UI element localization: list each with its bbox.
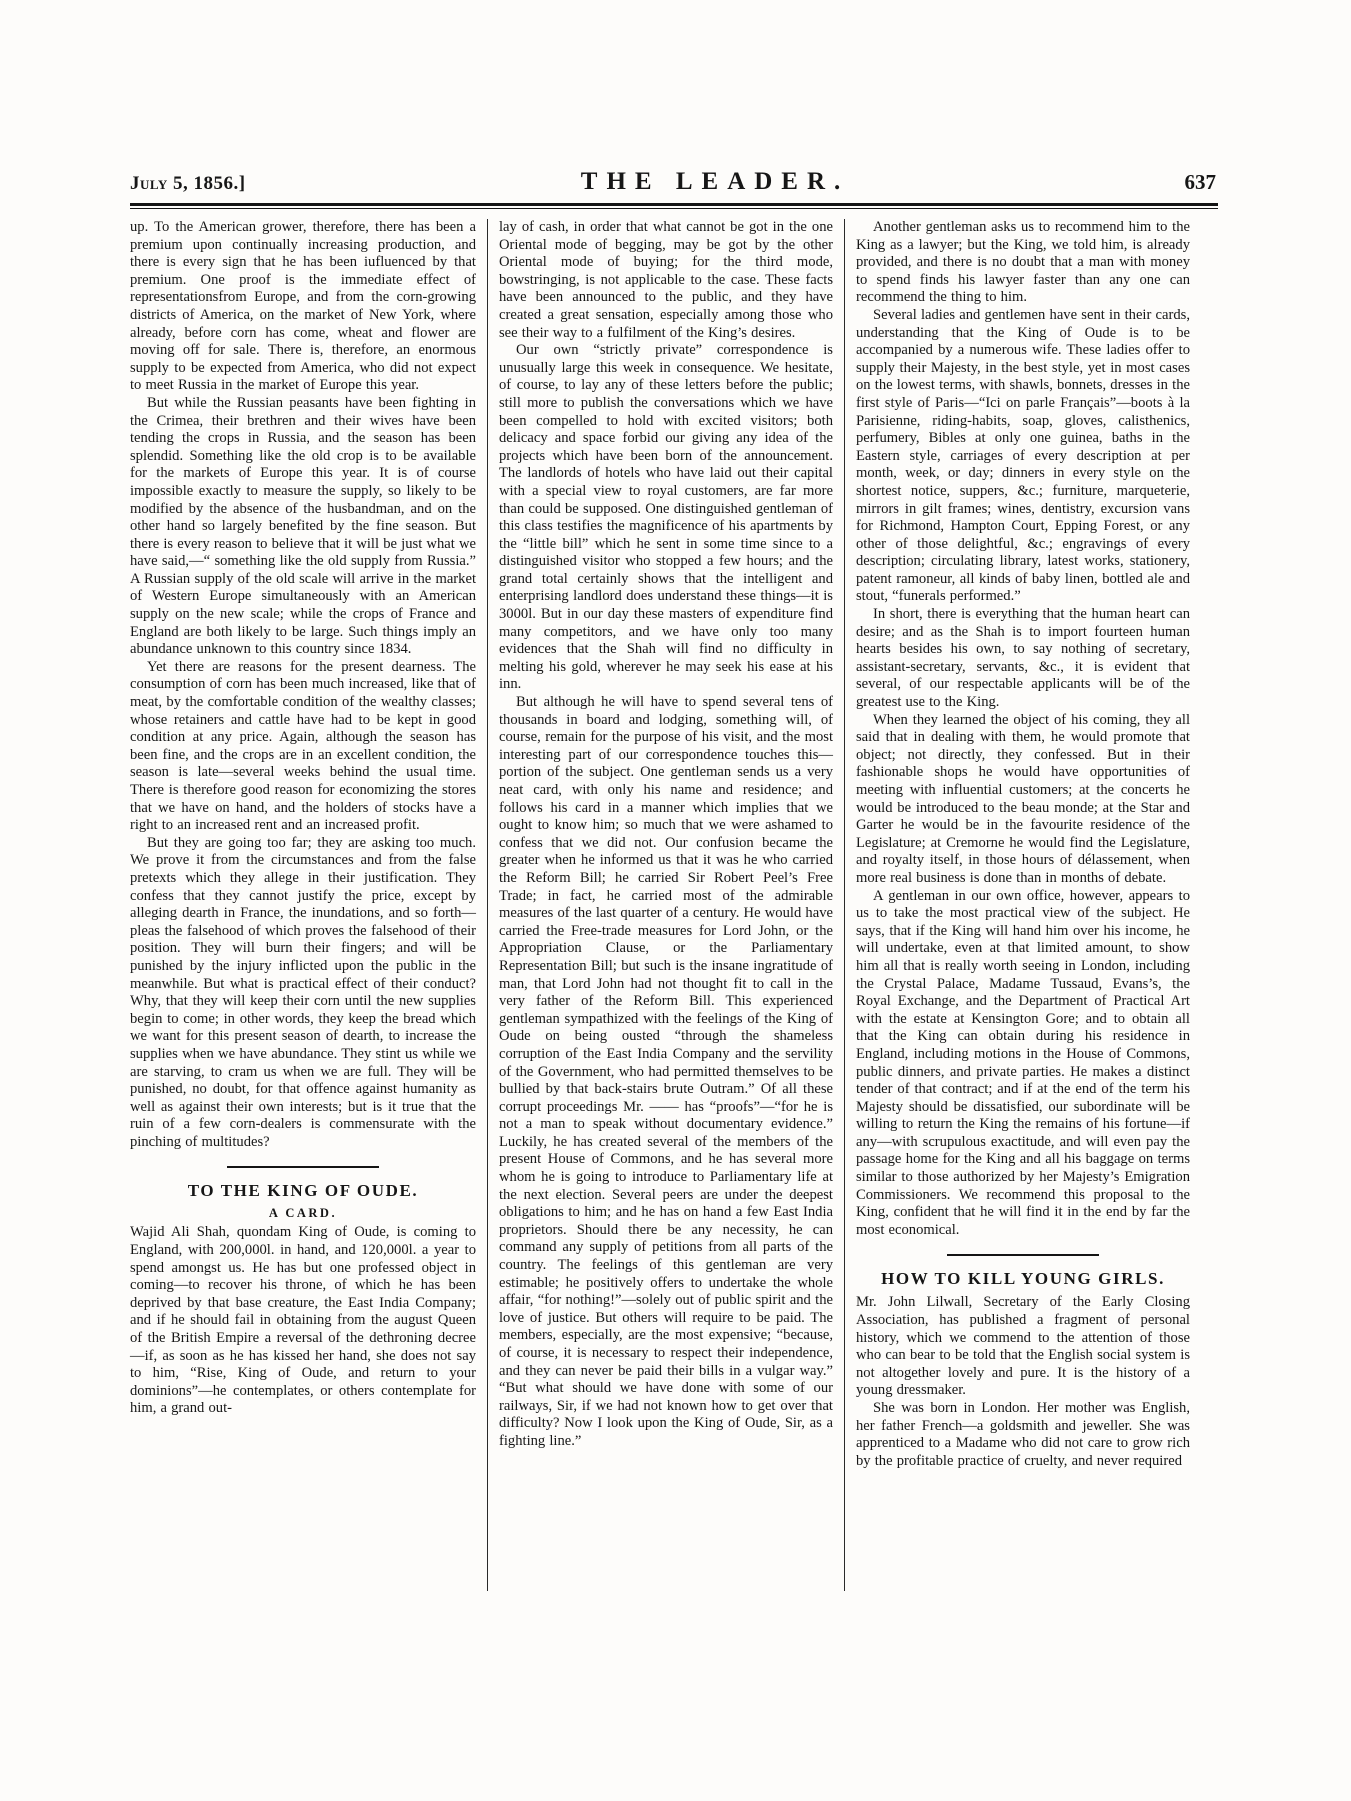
article-paragraph: In short, there is everything that the human heart can desire; and as the Shah is to import fourteen human hearts besides his own, to say nothing of secretary, assistant-secretary, servants, &c., it is evident that several, of our respectable applicants will be of the greatest use to the King.: [856, 606, 1190, 711]
section-divider: [227, 1166, 379, 1168]
article-paragraph: But they are going too far; they are asking too much. We prove it from the circumstances and from the false pretexts which they allege in their justification. They confess that they cannot justify the price, except by alleging dearth in France, the inundations, and so forth—pleas the falsehood of which proves the falsehood of their position. They will burn their fingers; and will be punished by the injury inflicted upon the public in the meanwhile. But what is practical effect of their conduct? Why, that they will keep their corn until the new supplies begin to come; in other words, they keep the bread which we want for this present season of dearth, to increase the supplies when we have abundance. They stint us while we are starving, to cram us when we are full. They will be punished, no doubt, for that offence against humanity as well as against their own interests; but is it true that the ruin of a few corn-dealers is commensurate with the pinching of multitudes?: [130, 834, 476, 1150]
article-paragraph: Another gentleman asks us to recommend him to the King as a lawyer; but the King, we told him, is already provided, and there is no doubt that a man with money to spend finds his lawyer faster than any one can recommend the thing to him.: [856, 219, 1190, 306]
article-paragraph: up. To the American grower, therefore, there has been a premium upon continually increasing production, and there is every sign that he has been iufluenced by that premium. One proof is the immediate effect of representationsfrom Europe, and from the corn-growing districts of America, on the market of New York, where already, before corn has come, wheat and flower are moving off for sale. There is, therefore, an enormous supply to be expected from America, who did not expect to meet Russia in the market of Europe this year.: [130, 219, 476, 394]
column-1: [130, 219, 476, 1591]
column-container: [130, 219, 1218, 1591]
column-2: [487, 219, 833, 1591]
page-number: 637: [1184, 170, 1216, 194]
article-paragraph: Our own “strictly private” correspondence is unusually large this week in consequence. We hesitate, of course, to lay any of these letters before the public; still more to publish the conversations which we have been compelled to hold with excited visitors; both delicacy and space forbid our giving any idea of the projects which have been born of the announcement. The landlords of hotels who have laid out their capital with a special view to royal customers, are far more than could be supposed. One distinguished gentleman of this class testifies the magnificence of his apartments by the “little bill” which he sent in some time since to a distinguished visitor who stopped a few hours; and the grand total certainly shows that the intelligent and enterprising landlord does understand these things—it is 3000l. But in our day these masters of expenditure find many competitors, and we have only too many evidences that the Shah will find no difficulty in melting his gold, wherever he may seek his ease at his inn.: [499, 342, 833, 693]
article-paragraph: But although he will have to spend several tens of thousands in board and lodging, something will, of course, remain for the purpose of his visit, and the most interesting part of our correspondence touches this—portion of the subject. One gentleman sends us a very neat card, with only his name and residence; and follows his card in a manner which implies that we ought to know him; so much that we were ashamed to confess that we did not. Our confusion became the greater when he informed us that it was he who carried the Reform Bill; he carried Sir Robert Peel’s Free Trade; in fact, he carried most of the admirable measures of the last quarter of a century. He would have carried the Free-trade measures for Lord John, or the Appropriation Clause, or the Parliamentary Representation Bill; but such is the insane ingratitude of man, that Lord John had not thought fit to call in the very father of the Reform Bill. This experienced gentleman sympathized with the feelings of the King of Oude on being ousted “through the shameless corruption of the East India Company and the servility of the Government, who had permitted themselves to be bullied by that back-stairs brute Outram.” Of all these corrupt proceedings Mr. —— has “proofs”—“for he is not a man to speak without documentary evidence.” Luckily, he has created several of the members of the present House of Commons, and he has several more whom he is going to introduce to Parliamentary life at the next election. Several peers are under the deepest obligations to him; and he has on hand a few East India proprietors. Should there be any necessity, he can command any supply of petitions from all parts of the country. The feelings of this gentleman are very estimable; he positively offers to undertake the whole affair, “for nothing!”—solely out of public spirit and the love of justice. But others will require to be paid. The members, especially, are the most expensive; “because, of course, it is necessary to respect their independence, and they can never be paid their bills in a vulgar way.” “But what should we have done with some of our railways, Sir, if we had not known how to get over that difficulty? Now I look upon the King of Oude, Sir, as a fighting line.”: [499, 694, 833, 1449]
article-paragraph: Several ladies and gentlemen have sent in their cards, understanding that the King of Oude is to be accompanied by a numerous wife. These ladies offer to supply their Majesty, in the best style, yet in most cases on the lowest terms, with shawls, bonnets, dresses in the first style of Paris—“Ici on parle Français”—boots à la Parisienne, riding-habits, soap, gloves, calisthenics, perfumery, Bibles at only one guinea, baths in the Eastern style, carriages of every description at per month, week, or day; dinners in every style on the shortest notice, suppers, &c.; furniture, marqueterie, mirrors in gilt frames; wines, dentistry, excursion vans for Richmond, Hampton Court, Epping Forest, or any other of those delightful, &c.; engravings of every description; circulating library, latest works, stationery, patent ramoneur, all kinds of baby linen, bottled ale and stout, “funerals performed.”: [856, 306, 1190, 605]
article-heading-how-to-kill-young-girls: HOW TO KILL YOUNG GIRLS.: [881, 1269, 1165, 1289]
article-subheading-a-card: A CARD.: [268, 1206, 338, 1221]
section-divider: [947, 1254, 1099, 1256]
masthead: [130, 168, 1218, 203]
article-paragraph: She was born in London. Her mother was English, her father French—a goldsmith and jeweller. She was apprenticed to a Madame who did not care to grow rich by the profitable practice of cruelty, and never required: [856, 1400, 1190, 1469]
article-paragraph: Wajid Ali Shah, quondam King of Oude, is coming to England, with 200,000l. in hand, and 120,000l. a year to spend amongst us. He has but one professed object in coming—to recover his throne, of which he has been deprived by that base creature, the East India Company; and if he should fail in obtaining from the august Queen of the British Empire a reversal of the dethroning decree—if, as soon as he has kissed her hand, she does not say to him, “Rise, King of Oude, and return to your dominions”—he contemplates, or others contemplate for him, a grand out-: [130, 1224, 476, 1417]
article-paragraph: Yet there are reasons for the present dearness. The consumption of corn has been much increased, like that of meat, by the comfortable condition of the wealthy classes; whose retainers and cattle have had to be kept in good condition at any price. Again, although the season has been fine, and the crops are in an excellent condition, the season is late—several weeks behind the usual time. There is therefore good reason for economizing the stores that we have on hand, and the holders of stocks have a right to an increased rent and an increased profit.: [130, 658, 476, 834]
article-paragraph: When they learned the object of his coming, they all said that in dealing with them, he would promote that object; not directly, they confessed. But in their fashionable shops he would have opportunities of meeting with influential customers; at the concerts he would be introduced to the beau monde; at the Star and Garter he would be in the favourite residence of the Legislature; at Cremorne he would find the Legislature, and royalty itself, in those hours of délassement, when more real business is done than in months of debate.: [856, 711, 1190, 886]
column-3: [844, 219, 1190, 1591]
article-heading-king-of-oude: TO THE KING OF OUDE.: [187, 1181, 419, 1201]
issue-date: July 5, 1856.]: [130, 173, 246, 194]
masthead-double-rule: [130, 203, 1218, 209]
newspaper-title: THE LEADER.: [580, 168, 850, 195]
article-paragraph: lay of cash, in order that what cannot be got in the one Oriental mode of begging, may be got by the other Oriental mode of buying; for the third mode, bowstringing, is not applicable to the case. These facts have been announced to the public, and they have created a great sensation, especially among those who see their way to a fulfilment of the King’s desires.: [499, 219, 833, 341]
newspaper-page: [130, 168, 1218, 1591]
article-paragraph: A gentleman in our own office, however, appears to us to take the most practical view of the subject. He says, that if the King will hand him over his income, he will undertake, even at that limited amount, to show him all that is really worth seeing in London, including the Crystal Palace, Madame Tussaud, Evans’s, the Royal Exchange, and the Department of Practical Art with the estate at Kensington Gore; and to obtain all that the King can obtain during his residence in England, including motions in the House of Commons, public dinners, and private parties. He makes a distinct tender of that contract; and if at the end of the term his Majesty should be dissatisfied, our subordinate will be willing to return the King the remains of his fortune—if any—with scrupulous exactitude, and will even pay the passage home for the King and all his baggage on terms similar to those authorized by her Majesty’s Emigration Commissioners. We recommend this proposal to the King, confident that he will find it in the end by far the most economical.: [856, 887, 1190, 1238]
article-paragraph: Mr. John Lilwall, Secretary of the Early Closing Association, has published a fragment of personal history, which we commend to the attention of those who can bear to be told that the English social system is not altogether lovely and pure. It is the history of a young dressmaker.: [856, 1294, 1190, 1399]
article-paragraph: But while the Russian peasants have been fighting in the Crimea, their brethren and their wives have been tending the crops in Russia, and the season has been splendid. Something like the old crop is to be available for the markets of Europe this year. It is of course impossible exactly to measure the supply, so likely to be modified by the absence of the husbandman, and on the other hand so largely benefited by the fine season. But there is every reason to believe that it will be just what we have said,—“ something like the old supply from Russia.” A Russian supply of the old scale will arrive in the market of Western Europe simultaneously with an American supply on the new scale; while the crops of France and England are both likely to be large. Such things imply an abundance unknown to this country since 1834.: [130, 394, 476, 658]
